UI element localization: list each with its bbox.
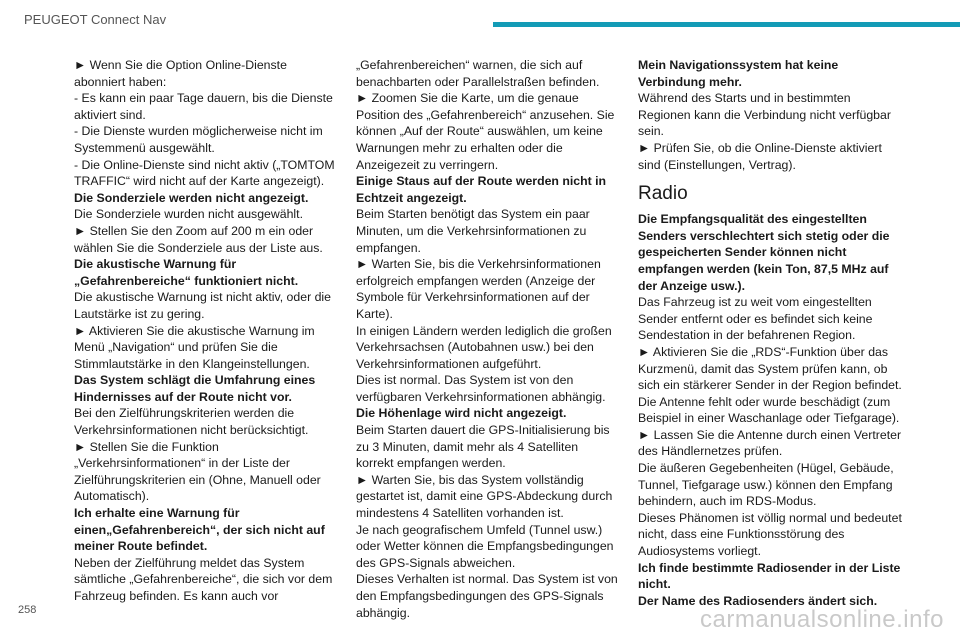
radio-section xyxy=(638,211,904,609)
section-heading: Das System schlägt die Umfahrung eines Hindernisses auf der Route nicht vor. xyxy=(74,373,316,404)
paragraph: Bei den Zielführungskriterien werden die Verkehrsinformationen nicht berücksichtigt. xyxy=(74,406,309,438)
paragraph: Dies ist normal. Das System ist von den verfügbaren Verkehrsinformationen abhängig. xyxy=(356,373,606,404)
paragraph: - Die Online-Dienste sind nicht aktiv („TOMTOM TRAFFIC“ wird nicht auf der Karte angezeigt). xyxy=(74,157,335,189)
paragraph: Die äußeren Gegebenheiten (Hügel, Gebäude, Tunnel, Tiefgarage usw.) können den Empfang behindern, auch im RDS-Modus. xyxy=(638,461,894,509)
paragraph: Dieses Phänomen ist völlig normal und bedeutet nicht, dass eine Funktionsstörung des Audiosystems vorliegt. xyxy=(638,510,902,559)
section-heading: Die akustische Warnung für „Gefahrenbereiche“ funktioniert nicht. xyxy=(74,257,299,288)
paragraph: Beim Starten benötigt das System ein paar Minuten, um die Verkehrsinformationen zu empfangen. xyxy=(356,207,590,255)
paragraph: ► Wenn Sie die Option Online-Dienste abonniert haben: xyxy=(74,58,287,89)
paragraph: - Es kann ein paar Tage dauern, bis die Dienste aktiviert sind. xyxy=(74,91,333,122)
navigation-connection-section xyxy=(638,57,904,173)
paragraph: In einigen Ländern werden lediglich die großen Verkehrsachsen (Autobahnen usw.) bei den Verkehrsinformationen aufgeführt. xyxy=(356,323,612,371)
header-accent-bar xyxy=(493,22,960,27)
paragraph: ► Warten Sie, bis die Verkehrsinformationen erfolgreich empfangen werden (Anzeige der Symbole für Verkehrsinformationen auf der Karte). xyxy=(356,257,601,321)
section-heading: Die Empfangsqualität des eingestellten Senders verschlechtert sich stetig oder die gespeicherten Sender können nicht empfangen werden (kein Ton, 87,5 MHz auf der Anzeige usw.). xyxy=(638,212,890,293)
paragraph: Je nach geografischem Umfeld (Tunnel usw.) oder Wetter können die Empfangsbedingungen des GPS-Signals abweichen. xyxy=(356,522,614,570)
section-heading: Einige Staus auf der Route werden nicht in Echtzeit angezeigt. xyxy=(356,174,607,205)
section-heading: Ich finde bestimmte Radiosender in der Liste nicht. xyxy=(638,560,901,592)
column-2 xyxy=(356,57,618,621)
paragraph: Die akustische Warnung ist nicht aktiv, oder die Lautstärke ist zu gering. xyxy=(74,290,331,321)
section-heading: Die Sonderziele werden nicht angezeigt. xyxy=(74,190,309,205)
paragraph: ► Aktivieren Sie die akustische Warnung im Menü „Navigation“ und prüfen Sie die Stimmlautstärke in den Klangeinstellungen. xyxy=(74,323,315,371)
running-header-title: PEUGEOT Connect Nav xyxy=(24,12,167,27)
radio-heading: Radio xyxy=(638,183,688,205)
paragraph: ► Lassen Sie die Antenne durch einen Vertreter des Händlernetzes prüfen. xyxy=(638,427,902,459)
section-heading: Ich erhalte eine Warnung für einen„Gefahrenbereich“, der sich nicht auf meiner Route befindet. xyxy=(74,506,325,554)
paragraph: ► Warten Sie, bis das System vollständig gestartet ist, damit eine GPS-Abdeckung durch mindestens 4 Satelliten vorhanden ist. xyxy=(356,472,613,521)
paragraph: „Gefahrenbereichen“ warnen, die sich auf benachbarten oder Parallelstraßen befinden. xyxy=(356,58,600,89)
paragraph: ► Aktivieren Sie die „RDS“-Funktion über das Kurzmenü, damit das System prüfen kann, ob sich ein stärkerer Sender in der Region befindet. xyxy=(638,344,902,393)
paragraph: Die Sonderziele wurden nicht ausgewählt. xyxy=(74,207,303,222)
paragraph: ► Zoomen Sie die Karte, um die genaue Position des „Gefahrenbereich“ anzusehen. Sie können „Auf der Route“ auswählen, um keine Warnungen mehr zu erhalten oder die Anzeigezeit zu verringern. xyxy=(356,91,615,172)
section-heading: Mein Navigationssystem hat keine Verbindung mehr. xyxy=(638,58,839,89)
column-1 xyxy=(74,57,336,605)
column-3 xyxy=(638,57,904,609)
paragraph: Beim Starten dauert die GPS-Initialisierung bis zu 3 Minuten, damit mehr als 4 Satelliten korrekt empfangen werden. xyxy=(356,423,610,471)
paragraph: Neben der Zielführung meldet das System sämtliche „Gefahrenbereiche“, die sich vor dem Fahrzeug befinden. Es kann auch vor xyxy=(74,555,333,603)
paragraph: ► Prüfen Sie, ob die Online-Dienste aktiviert sind (Einstellungen, Vertrag). xyxy=(638,140,882,172)
paragraph: ► Stellen Sie die Funktion „Verkehrsinformationen“ in der Liste der Zielführungskriterien ein (Ohne, Manuell oder Automatisch). xyxy=(74,439,321,504)
paragraph: - Die Dienste wurden möglicherweise nicht im Systemmenü ausgewählt. xyxy=(74,124,323,155)
paragraph: Das Fahrzeug ist zu weit vom eingestellten Sender entfernt oder es befindet sich keine Sendestation in der befahrenen Region. xyxy=(638,295,873,343)
paragraph: Die Antenne fehlt oder wurde beschädigt (zum Beispiel in einer Waschanlage oder Tiefgarage). xyxy=(638,394,900,426)
paragraph: ► Stellen Sie den Zoom auf 200 m ein oder wählen Sie die Sonderziele aus der Liste aus. xyxy=(74,223,323,255)
paragraph: Dieses Verhalten ist normal. Das System ist von den Empfangsbedingungen des GPS-Signals abhängig. xyxy=(356,572,618,620)
paragraph: Während des Starts und in bestimmten Regionen kann die Verbindung nicht verfügbar sein. xyxy=(638,91,891,139)
watermark: carmanualsonline.info xyxy=(700,606,944,633)
section-heading: Die Höhenlage wird nicht angezeigt. xyxy=(356,406,567,421)
section-heading: Der Name des Radiosenders ändert sich. xyxy=(638,593,878,608)
page-number: 258 xyxy=(18,604,37,616)
